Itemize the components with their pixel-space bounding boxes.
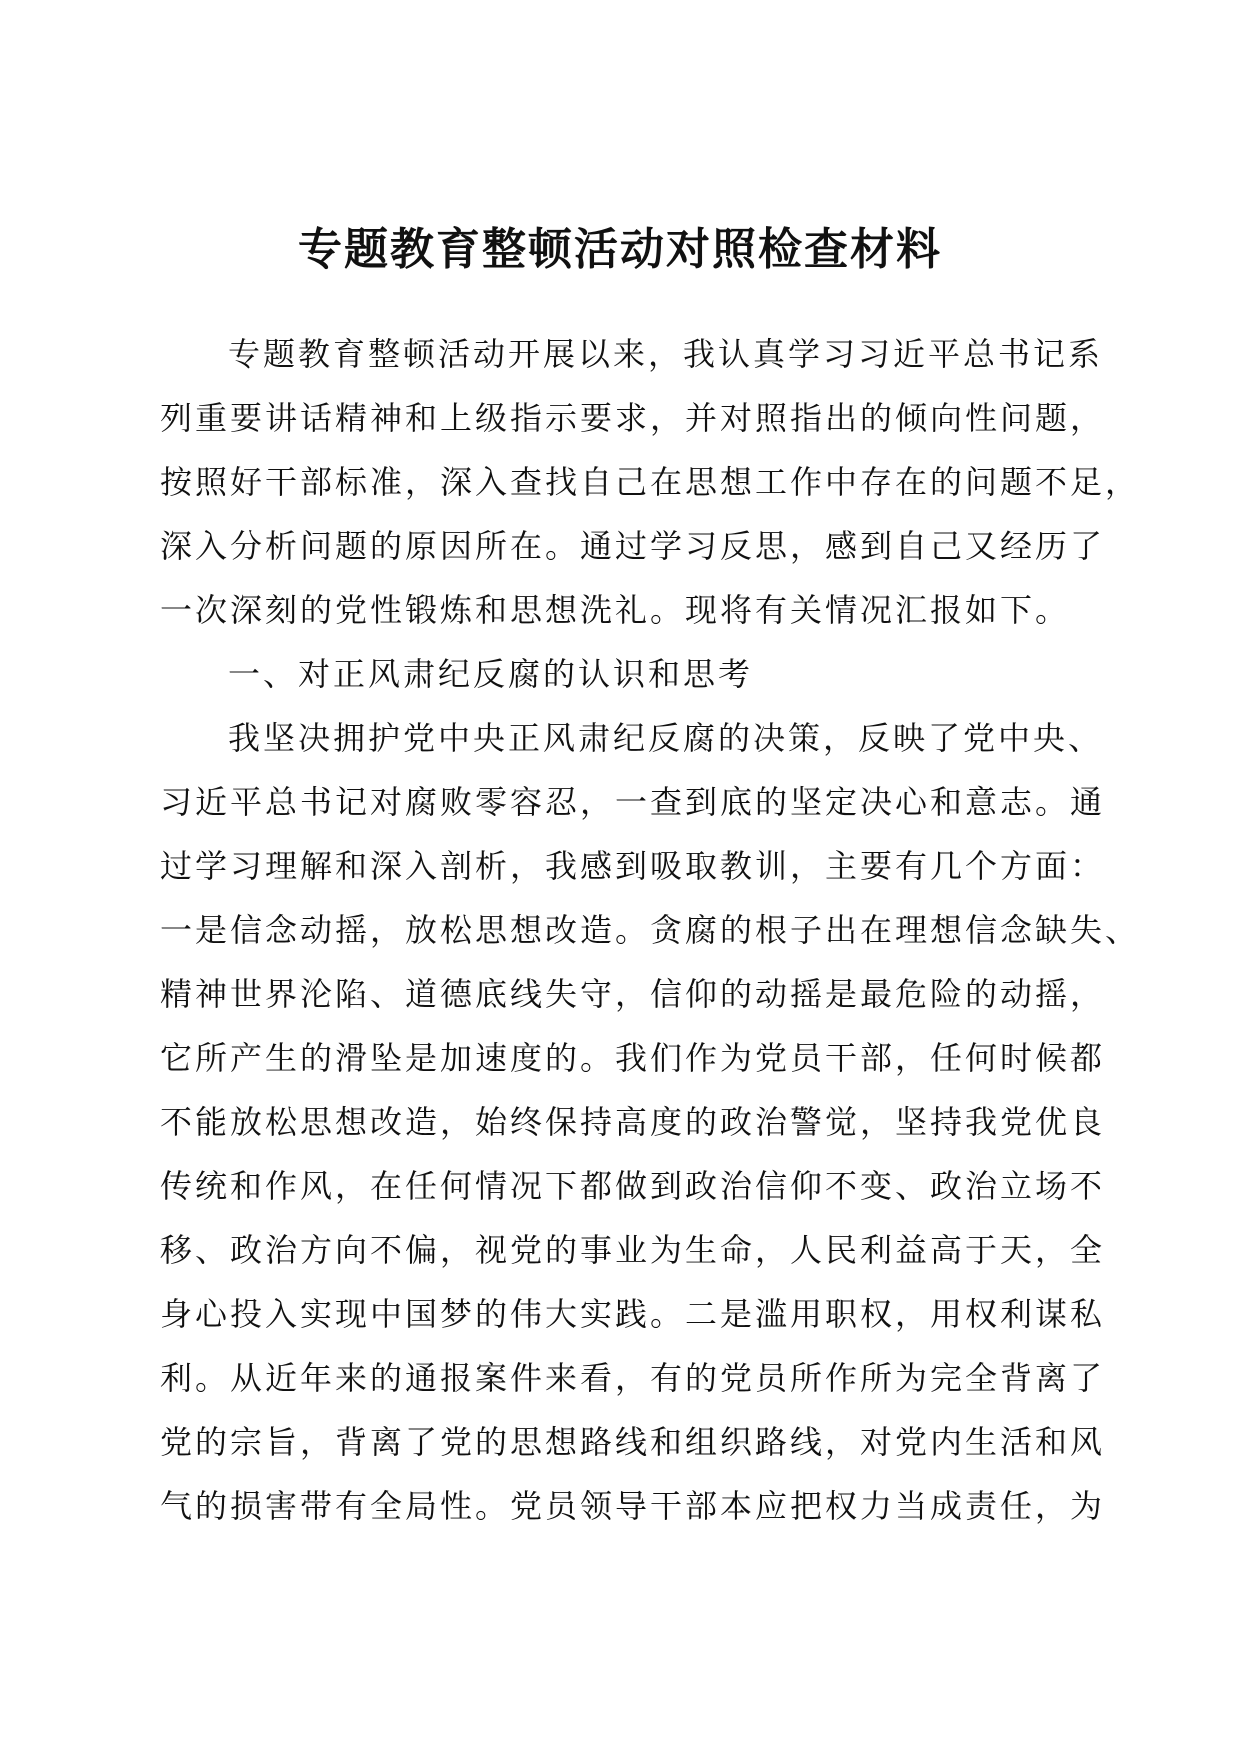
text-line: 按照好干部标准，深入查找自己在思想工作中存在的问题不足， <box>160 463 1141 501</box>
text-line: 一次深刻的党性锻炼和思想洗礼。现将有关情况汇报如下。 <box>160 591 1071 629</box>
text-line: 深入分析问题的原因所在。通过学习反思，感到自己又经历了 <box>160 527 1106 565</box>
text-line: 党的宗旨，背离了党的思想路线和组织路线，对党内生活和风 <box>160 1423 1106 1461</box>
text-line: 我坚决拥护党中央正风肃纪反腐的决策，反映了党中央、 <box>228 719 1104 757</box>
text-line: 利。从近年来的通报案件来看，有的党员所作所为完全背离了 <box>160 1359 1106 1397</box>
text-line: 移、政治方向不偏，视党的事业为生命，人民利益高于天，全 <box>160 1231 1106 1269</box>
text-line: 一、对正风肃纪反腐的认识和思考 <box>228 655 754 693</box>
text-line: 过学习理解和深入剖析，我感到吸取教训，主要有几个方面： <box>160 847 1106 885</box>
text-line: 习近平总书记对腐败零容忍，一查到底的坚定决心和意志。通 <box>160 783 1106 821</box>
document-body <box>160 322 1141 1538</box>
text-line: 身心投入实现中国梦的伟大实践。二是滥用职权，用权利谋私 <box>160 1295 1106 1333</box>
text-line: 精神世界沦陷、道德底线失守，信仰的动摇是最危险的动摇， <box>160 975 1106 1013</box>
text-line: 传统和作风，在任何情况下都做到政治信仰不变、政治立场不 <box>160 1167 1106 1205</box>
text-line: 列重要讲话精神和上级指示要求，并对照指出的倾向性问题， <box>160 399 1106 437</box>
text-line: 专题教育整顿活动开展以来，我认真学习习近平总书记系 <box>228 335 1104 373</box>
text-line: 一是信念动摇，放松思想改造。贪腐的根子出在理想信念缺失、 <box>160 911 1141 949</box>
text-line: 不能放松思想改造，始终保持高度的政治警觉，坚持我党优良 <box>160 1103 1106 1141</box>
text-line: 它所产生的滑坠是加速度的。我们作为党员干部，任何时候都 <box>160 1039 1106 1077</box>
document-title: 专题教育整顿活动对照检查材料 <box>298 224 942 275</box>
text-line: 气的损害带有全局性。党员领导干部本应把权力当成责任，为 <box>160 1487 1106 1525</box>
